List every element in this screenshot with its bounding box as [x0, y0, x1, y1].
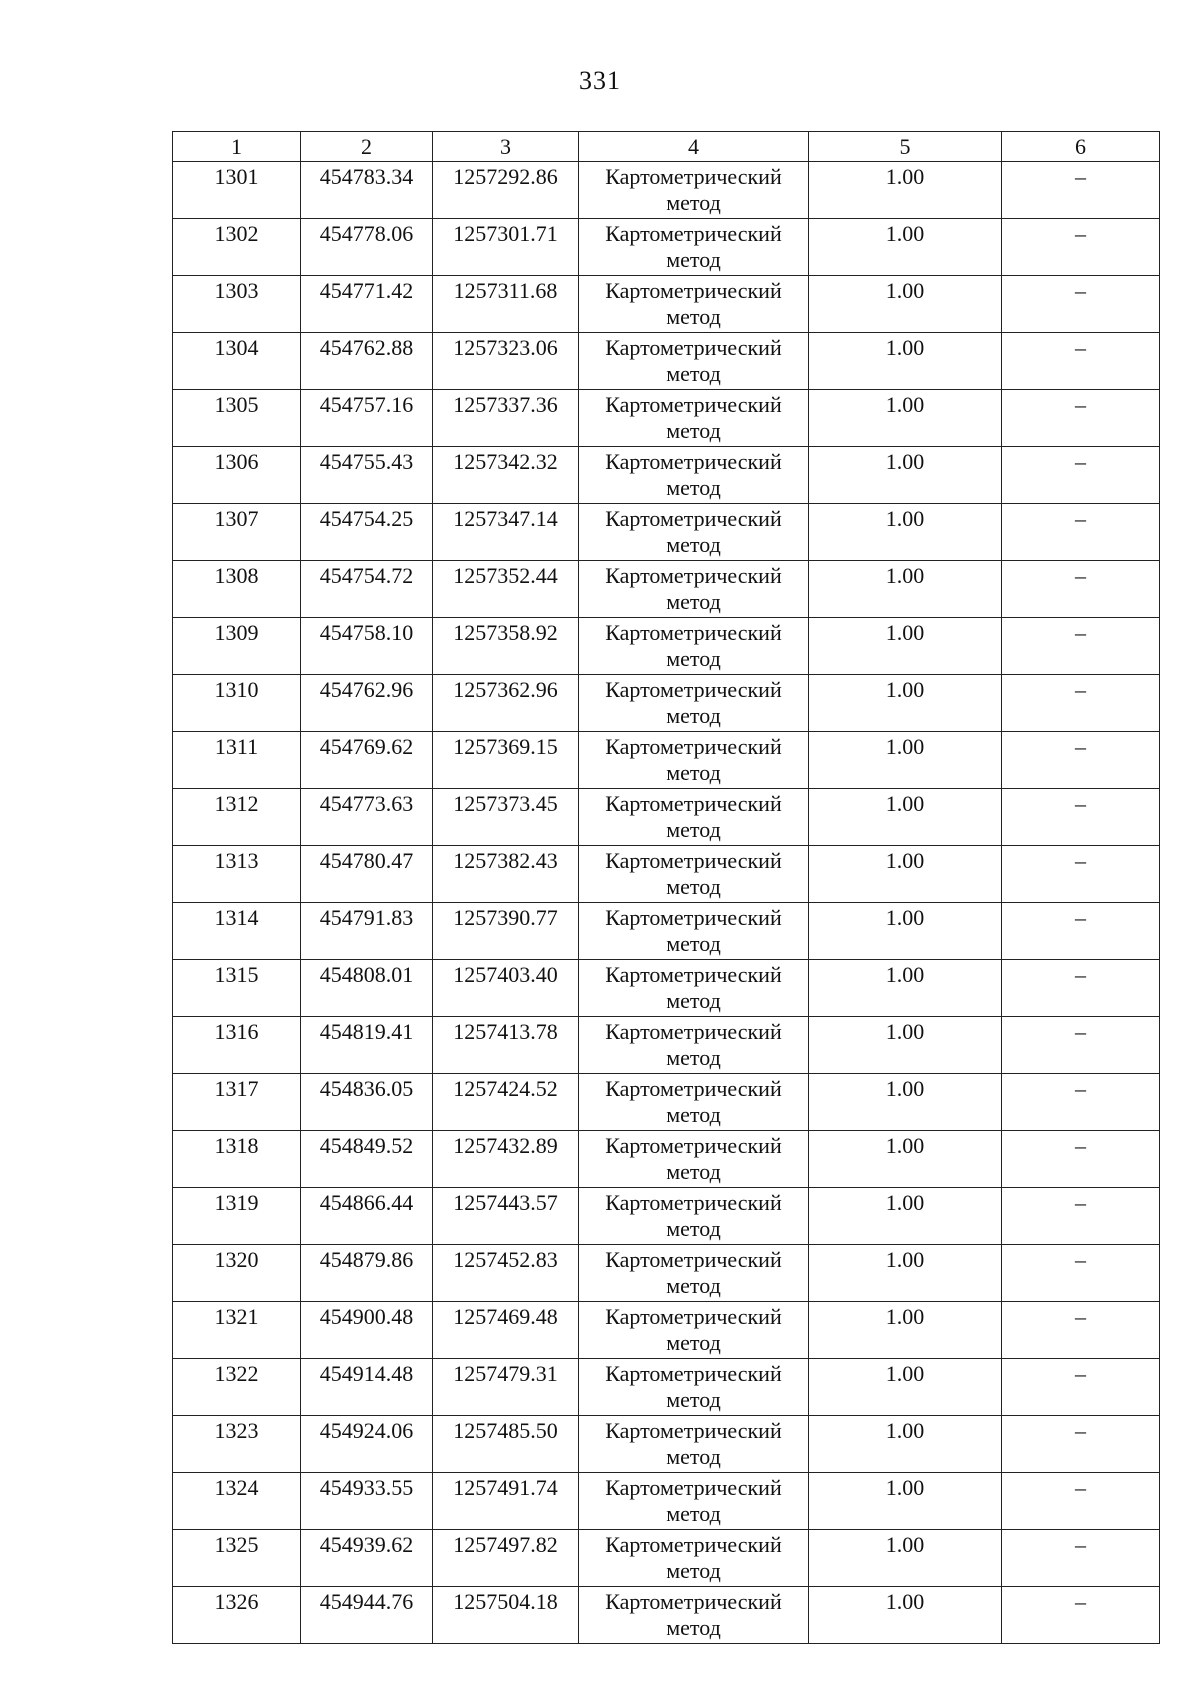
accuracy-cell: 1.00: [809, 1074, 1002, 1131]
point-number-cell: 1310: [173, 675, 301, 732]
method-cell: Картометрический метод: [579, 1416, 809, 1473]
y-coordinate-cell: 1257424.52: [433, 1074, 579, 1131]
y-coordinate-cell: 1257504.18: [433, 1587, 579, 1644]
table-row: [173, 675, 1160, 732]
method-cell: Картометрический метод: [579, 1131, 809, 1188]
point-number-cell: 1309: [173, 618, 301, 675]
point-number-cell: 1301: [173, 162, 301, 219]
method-cell: Картометрический метод: [579, 1302, 809, 1359]
table-row: [173, 504, 1160, 561]
note-cell: –: [1002, 504, 1160, 561]
note-cell: –: [1002, 732, 1160, 789]
point-number-cell: 1306: [173, 447, 301, 504]
table-row: [173, 618, 1160, 675]
table-row: [173, 1131, 1160, 1188]
y-coordinate-cell: 1257403.40: [433, 960, 579, 1017]
x-coordinate-cell: 454933.55: [301, 1473, 433, 1530]
accuracy-cell: 1.00: [809, 1017, 1002, 1074]
method-cell: Картометрический метод: [579, 903, 809, 960]
x-coordinate-cell: 454900.48: [301, 1302, 433, 1359]
method-cell: Картометрический метод: [579, 846, 809, 903]
method-cell: Картометрический метод: [579, 789, 809, 846]
y-coordinate-cell: 1257432.89: [433, 1131, 579, 1188]
table-row: [173, 789, 1160, 846]
column-header-1: 1: [173, 132, 301, 162]
accuracy-cell: 1.00: [809, 390, 1002, 447]
table-row: [173, 390, 1160, 447]
x-coordinate-cell: 454754.72: [301, 561, 433, 618]
point-number-cell: 1305: [173, 390, 301, 447]
table-row: [173, 732, 1160, 789]
accuracy-cell: 1.00: [809, 960, 1002, 1017]
y-coordinate-cell: 1257369.15: [433, 732, 579, 789]
y-coordinate-cell: 1257337.36: [433, 390, 579, 447]
note-cell: –: [1002, 618, 1160, 675]
accuracy-cell: 1.00: [809, 903, 1002, 960]
point-number-cell: 1320: [173, 1245, 301, 1302]
point-number-cell: 1326: [173, 1587, 301, 1644]
accuracy-cell: 1.00: [809, 162, 1002, 219]
note-cell: –: [1002, 1587, 1160, 1644]
accuracy-cell: 1.00: [809, 1530, 1002, 1587]
y-coordinate-cell: 1257491.74: [433, 1473, 579, 1530]
table-row: [173, 276, 1160, 333]
accuracy-cell: 1.00: [809, 618, 1002, 675]
table-row: [173, 1473, 1160, 1530]
method-cell: Картометрический метод: [579, 1359, 809, 1416]
x-coordinate-cell: 454778.06: [301, 219, 433, 276]
accuracy-cell: 1.00: [809, 1359, 1002, 1416]
table-row: [173, 1245, 1160, 1302]
method-cell: Картометрический метод: [579, 561, 809, 618]
point-number-cell: 1312: [173, 789, 301, 846]
table-row: [173, 1587, 1160, 1644]
y-coordinate-cell: 1257323.06: [433, 333, 579, 390]
point-number-cell: 1304: [173, 333, 301, 390]
note-cell: –: [1002, 162, 1160, 219]
point-number-cell: 1307: [173, 504, 301, 561]
y-coordinate-cell: 1257485.50: [433, 1416, 579, 1473]
table-row: [173, 561, 1160, 618]
note-cell: –: [1002, 561, 1160, 618]
column-header-5: 5: [809, 132, 1002, 162]
table-body: [173, 162, 1160, 1644]
method-cell: Картометрический метод: [579, 504, 809, 561]
x-coordinate-cell: 454783.34: [301, 162, 433, 219]
x-coordinate-cell: 454773.63: [301, 789, 433, 846]
x-coordinate-cell: 454791.83: [301, 903, 433, 960]
method-cell: Картометрический метод: [579, 960, 809, 1017]
y-coordinate-cell: 1257347.14: [433, 504, 579, 561]
y-coordinate-cell: 1257373.45: [433, 789, 579, 846]
note-cell: –: [1002, 219, 1160, 276]
point-number-cell: 1324: [173, 1473, 301, 1530]
coordinates-table: [172, 131, 1160, 1644]
x-coordinate-cell: 454914.48: [301, 1359, 433, 1416]
y-coordinate-cell: 1257301.71: [433, 219, 579, 276]
point-number-cell: 1311: [173, 732, 301, 789]
point-number-cell: 1313: [173, 846, 301, 903]
table-row: [173, 1302, 1160, 1359]
table-header: [173, 132, 1160, 162]
point-number-cell: 1323: [173, 1416, 301, 1473]
method-cell: Картометрический метод: [579, 276, 809, 333]
column-header-2: 2: [301, 132, 433, 162]
column-header-6: 6: [1002, 132, 1160, 162]
note-cell: –: [1002, 1530, 1160, 1587]
method-cell: Картометрический метод: [579, 1473, 809, 1530]
x-coordinate-cell: 454819.41: [301, 1017, 433, 1074]
point-number-cell: 1308: [173, 561, 301, 618]
note-cell: –: [1002, 447, 1160, 504]
x-coordinate-cell: 454771.42: [301, 276, 433, 333]
header-row: [173, 132, 1160, 162]
method-cell: Картометрический метод: [579, 333, 809, 390]
note-cell: –: [1002, 1473, 1160, 1530]
point-number-cell: 1316: [173, 1017, 301, 1074]
accuracy-cell: 1.00: [809, 1245, 1002, 1302]
y-coordinate-cell: 1257452.83: [433, 1245, 579, 1302]
x-coordinate-cell: 454762.96: [301, 675, 433, 732]
table-row: [173, 162, 1160, 219]
method-cell: Картометрический метод: [579, 219, 809, 276]
point-number-cell: 1317: [173, 1074, 301, 1131]
x-coordinate-cell: 454808.01: [301, 960, 433, 1017]
note-cell: –: [1002, 1359, 1160, 1416]
table-row: [173, 903, 1160, 960]
method-cell: Картометрический метод: [579, 1245, 809, 1302]
accuracy-cell: 1.00: [809, 333, 1002, 390]
method-cell: Картометрический метод: [579, 1530, 809, 1587]
y-coordinate-cell: 1257469.48: [433, 1302, 579, 1359]
note-cell: –: [1002, 903, 1160, 960]
note-cell: –: [1002, 1245, 1160, 1302]
note-cell: –: [1002, 960, 1160, 1017]
x-coordinate-cell: 454762.88: [301, 333, 433, 390]
method-cell: Картометрический метод: [579, 1017, 809, 1074]
accuracy-cell: 1.00: [809, 1416, 1002, 1473]
column-header-4: 4: [579, 132, 809, 162]
x-coordinate-cell: 454757.16: [301, 390, 433, 447]
table-row: [173, 1074, 1160, 1131]
accuracy-cell: 1.00: [809, 561, 1002, 618]
y-coordinate-cell: 1257292.86: [433, 162, 579, 219]
x-coordinate-cell: 454939.62: [301, 1530, 433, 1587]
point-number-cell: 1302: [173, 219, 301, 276]
method-cell: Картометрический метод: [579, 618, 809, 675]
x-coordinate-cell: 454924.06: [301, 1416, 433, 1473]
note-cell: –: [1002, 675, 1160, 732]
accuracy-cell: 1.00: [809, 1302, 1002, 1359]
accuracy-cell: 1.00: [809, 732, 1002, 789]
x-coordinate-cell: 454836.05: [301, 1074, 433, 1131]
method-cell: Картометрический метод: [579, 1188, 809, 1245]
method-cell: Картометрический метод: [579, 675, 809, 732]
note-cell: –: [1002, 1416, 1160, 1473]
point-number-cell: 1321: [173, 1302, 301, 1359]
point-number-cell: 1322: [173, 1359, 301, 1416]
point-number-cell: 1314: [173, 903, 301, 960]
point-number-cell: 1303: [173, 276, 301, 333]
note-cell: –: [1002, 846, 1160, 903]
method-cell: Картометрический метод: [579, 1587, 809, 1644]
x-coordinate-cell: 454758.10: [301, 618, 433, 675]
point-number-cell: 1325: [173, 1530, 301, 1587]
y-coordinate-cell: 1257362.96: [433, 675, 579, 732]
method-cell: Картометрический метод: [579, 447, 809, 504]
accuracy-cell: 1.00: [809, 1473, 1002, 1530]
note-cell: –: [1002, 390, 1160, 447]
x-coordinate-cell: 454866.44: [301, 1188, 433, 1245]
x-coordinate-cell: 454879.86: [301, 1245, 433, 1302]
y-coordinate-cell: 1257342.32: [433, 447, 579, 504]
note-cell: –: [1002, 1074, 1160, 1131]
point-number-cell: 1315: [173, 960, 301, 1017]
table-row: [173, 1416, 1160, 1473]
column-header-3: 3: [433, 132, 579, 162]
y-coordinate-cell: 1257390.77: [433, 903, 579, 960]
y-coordinate-cell: 1257352.44: [433, 561, 579, 618]
x-coordinate-cell: 454754.25: [301, 504, 433, 561]
x-coordinate-cell: 454944.76: [301, 1587, 433, 1644]
accuracy-cell: 1.00: [809, 504, 1002, 561]
accuracy-cell: 1.00: [809, 1587, 1002, 1644]
y-coordinate-cell: 1257479.31: [433, 1359, 579, 1416]
table-row: [173, 1017, 1160, 1074]
accuracy-cell: 1.00: [809, 276, 1002, 333]
y-coordinate-cell: 1257311.68: [433, 276, 579, 333]
table-row: [173, 1530, 1160, 1587]
table-row: [173, 1188, 1160, 1245]
accuracy-cell: 1.00: [809, 1131, 1002, 1188]
accuracy-cell: 1.00: [809, 675, 1002, 732]
table-row: [173, 960, 1160, 1017]
accuracy-cell: 1.00: [809, 846, 1002, 903]
note-cell: –: [1002, 1302, 1160, 1359]
accuracy-cell: 1.00: [809, 219, 1002, 276]
accuracy-cell: 1.00: [809, 1188, 1002, 1245]
y-coordinate-cell: 1257497.82: [433, 1530, 579, 1587]
table-row: [173, 1359, 1160, 1416]
accuracy-cell: 1.00: [809, 447, 1002, 504]
y-coordinate-cell: 1257382.43: [433, 846, 579, 903]
table-row: [173, 846, 1160, 903]
y-coordinate-cell: 1257413.78: [433, 1017, 579, 1074]
note-cell: –: [1002, 1131, 1160, 1188]
y-coordinate-cell: 1257358.92: [433, 618, 579, 675]
method-cell: Картометрический метод: [579, 732, 809, 789]
method-cell: Картометрический метод: [579, 1074, 809, 1131]
y-coordinate-cell: 1257443.57: [433, 1188, 579, 1245]
note-cell: –: [1002, 789, 1160, 846]
x-coordinate-cell: 454849.52: [301, 1131, 433, 1188]
method-cell: Картометрический метод: [579, 162, 809, 219]
x-coordinate-cell: 454780.47: [301, 846, 433, 903]
note-cell: –: [1002, 333, 1160, 390]
note-cell: –: [1002, 1188, 1160, 1245]
note-cell: –: [1002, 276, 1160, 333]
table-row: [173, 333, 1160, 390]
note-cell: –: [1002, 1017, 1160, 1074]
page-number: 331: [579, 66, 621, 95]
point-number-cell: 1318: [173, 1131, 301, 1188]
x-coordinate-cell: 454755.43: [301, 447, 433, 504]
x-coordinate-cell: 454769.62: [301, 732, 433, 789]
point-number-cell: 1319: [173, 1188, 301, 1245]
accuracy-cell: 1.00: [809, 789, 1002, 846]
table-row: [173, 219, 1160, 276]
method-cell: Картометрический метод: [579, 390, 809, 447]
table-row: [173, 447, 1160, 504]
